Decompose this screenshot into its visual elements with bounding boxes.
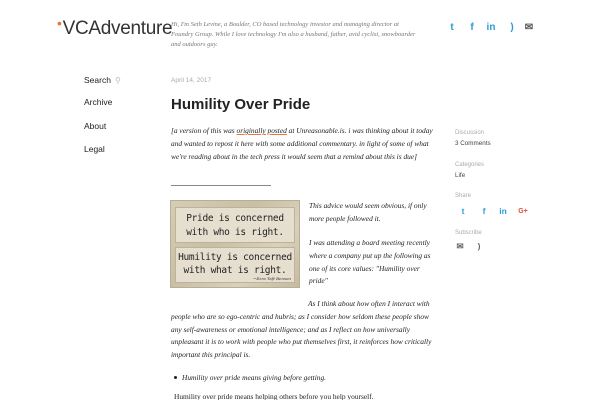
author-bio: Hi, I'm Seth Levine, a Boulder, CO based technology investor and managing director at Foundry Group. While I love technology I'm also a husband, father, avid cyclist, snowboarder and outdoors guy. [171, 21, 416, 48]
quote-attribution: ~Ezra Taft Benson [253, 276, 291, 281]
rss-icon[interactable]: ) [510, 21, 514, 33]
nav-search[interactable] [84, 75, 121, 85]
nav-legal[interactable]: Legal [84, 144, 105, 154]
quote-line: Humility is concerned [178, 252, 292, 263]
subscribe-email-icon[interactable]: ✉ [456, 240, 464, 251]
share-facebook-icon[interactable]: f [482, 206, 486, 216]
quote-band-pride [175, 207, 295, 243]
quote-line: with who is right. [186, 227, 284, 238]
share-linkedin-icon[interactable]: in [499, 206, 507, 216]
originally-posted-link[interactable]: originally posted [236, 126, 287, 135]
logo-suffix: Adventure [88, 18, 173, 39]
linkedin-icon[interactable]: in [486, 21, 496, 33]
search-icon: ⚲ [114, 75, 121, 85]
paragraph: This advice would seem obvious, if only more people followed it. [309, 201, 427, 223]
intro-text-pre: [a version of this was [171, 126, 237, 135]
subscribe-rss-icon[interactable]: ) [477, 241, 481, 251]
categories-label: Categories [455, 162, 485, 168]
nav-search-label: Search [84, 75, 111, 85]
quote-line: with what is right. [183, 265, 287, 276]
share-twitter-icon[interactable]: t [461, 206, 465, 216]
list-item-clipped: Humility over pride means helping others before you help yourself. [174, 392, 374, 400]
site-logo[interactable] [57, 15, 173, 40]
facebook-icon[interactable]: f [470, 21, 474, 33]
post-intro [171, 124, 433, 164]
nav-archive[interactable]: Archive [84, 97, 113, 107]
logo-prefix: VC [62, 18, 89, 39]
email-icon[interactable]: ✉ [524, 21, 534, 33]
paragraph: As I think about how often I interact with people who are so ego-centric and hubris; as I consider how seldom these people show any self-awareness or emotional intelligence; and as I reflect on how universally unpleasant it is to work with people who put themselves first, it reinforces how critically important this principal is. [171, 299, 432, 360]
comments-link[interactable]: 3 Comments [455, 140, 491, 147]
quote-image [170, 200, 300, 288]
share-label: Share [455, 193, 472, 199]
list-item [174, 373, 326, 382]
discussion-label: Discussion [455, 130, 485, 136]
subscribe-label: Subscribe [455, 230, 482, 236]
quote-line: Pride is concerned [186, 213, 284, 224]
share-google-plus-icon[interactable]: G+ [518, 207, 528, 215]
intro-text-post: at Unreasonable.is. i was thinking about it today and wanted to repost it here with some additional commentary. in light of some of what we're reading about in the tech press it would seem that a remind about this is due] [171, 126, 433, 162]
post-title[interactable]: Humility Over Pride [171, 96, 311, 113]
paragraph: I was attending a board meeting recently where a company put up the following as one of its core values: "Humility over pride" [309, 238, 431, 286]
twitter-icon[interactable]: t [450, 21, 454, 33]
divider [171, 185, 271, 186]
bullet-dot [174, 376, 177, 379]
post-date: April 14, 2017 [171, 77, 212, 84]
list-item-text: Humility over pride means giving before getting. [182, 373, 327, 382]
logo-mark: • [57, 15, 62, 31]
nav-about[interactable]: About [84, 121, 107, 131]
category-link[interactable]: Life [455, 172, 466, 179]
